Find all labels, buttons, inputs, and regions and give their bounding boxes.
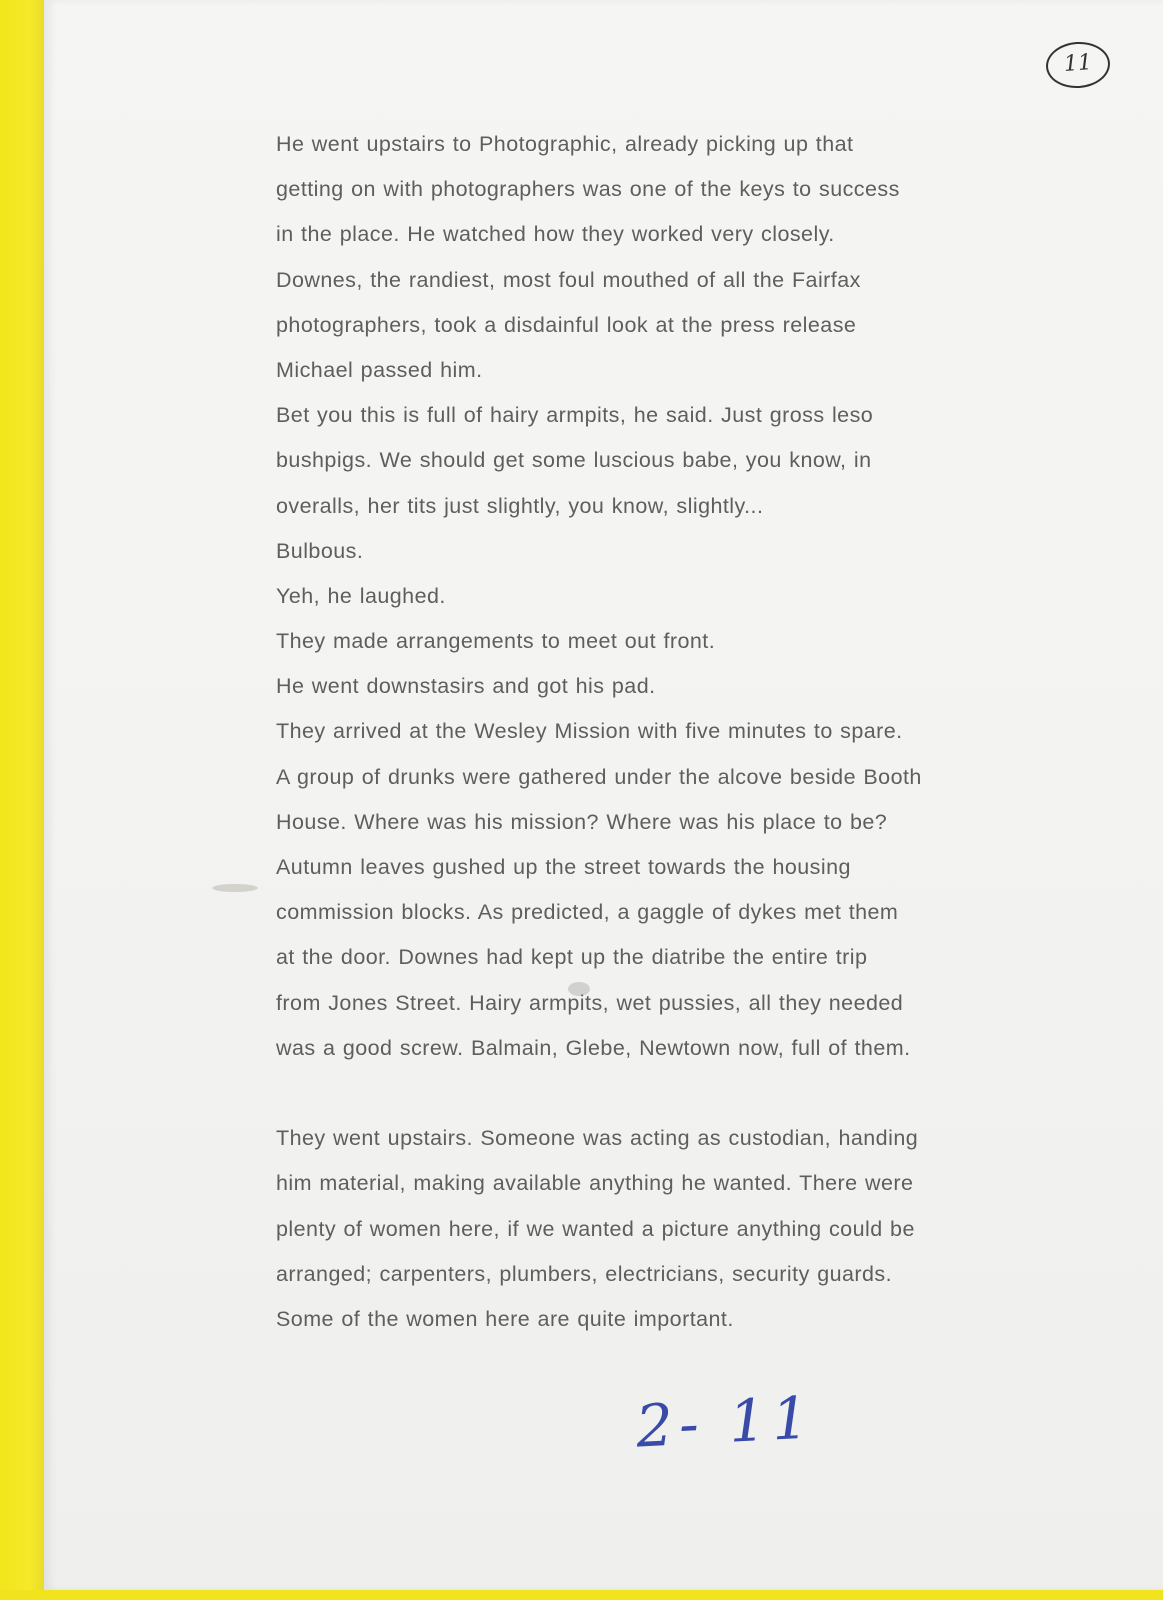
text-line: A group of drunks were gathered under the alcove beside Booth	[276, 764, 922, 789]
text-line: was a good screw. Balmain, Glebe, Newtown now, full of them.	[276, 1035, 911, 1060]
text-line: getting on with photographers was one of the keys to success	[276, 177, 900, 202]
circled-page-number: 11	[1044, 40, 1111, 90]
text-line: He went upstairs to Photographic, already picking up that	[276, 132, 854, 156]
text-line: Bulbous.	[276, 538, 364, 563]
yellow-bottom-edge	[0, 1590, 1163, 1600]
text-line: They arrived at the Wesley Mission with five minutes to spare.	[276, 719, 903, 744]
text-line: in the place. He watched how they worked very closely.	[276, 222, 835, 247]
text-line: plenty of women here, if we wanted a picture anything could be	[276, 1216, 915, 1241]
typed-body-text	[276, 122, 1056, 1342]
text-line: House. Where was his mission? Where was his place to be?	[276, 809, 888, 834]
text-line: him material, making available anything he wanted. There were	[276, 1171, 914, 1196]
text-line: arranged; carpenters, plumbers, electricians, security guards.	[276, 1261, 893, 1286]
text-line: He went downstasirs and got his pad.	[276, 674, 656, 699]
text-line: photographers, took a disdainful look at the press release	[276, 312, 857, 337]
text-line: bushpigs. We should get some luscious babe, you know, in	[276, 448, 872, 473]
text-line: Yeh, he laughed.	[276, 583, 446, 608]
yellow-binding-edge	[0, 0, 44, 1600]
text-line: Some of the women here are quite important.	[276, 1306, 734, 1331]
paper-smudge	[568, 982, 590, 996]
text-line: at the door. Downes had kept up the diatribe the entire trip	[276, 945, 868, 970]
text-line: They made arrangements to meet out front.	[276, 629, 716, 654]
text-line: Michael passed him.	[276, 357, 483, 382]
text-line: overalls, her tits just slightly, you know, slightly...	[276, 493, 764, 518]
text-line: from Jones Street. Hairy armpits, wet pussies, all they needed	[276, 990, 904, 1015]
text-line: Bet you this is full of hairy armpits, he said. Just gross leso	[276, 403, 874, 428]
text-line: Downes, the randiest, most foul mouthed of all the Fairfax	[276, 267, 861, 292]
text-line: They went upstairs. Someone was acting as custodian, handing	[276, 1126, 919, 1151]
text-line: commission blocks. As predicted, a gaggle of dykes met them	[276, 900, 899, 925]
text-line: Autumn leaves gushed up the street towards the housing	[276, 855, 851, 879]
paper-smudge	[212, 884, 258, 892]
paragraph-gap	[276, 1071, 1056, 1116]
handwritten-note: 2- 11	[634, 1383, 817, 1461]
